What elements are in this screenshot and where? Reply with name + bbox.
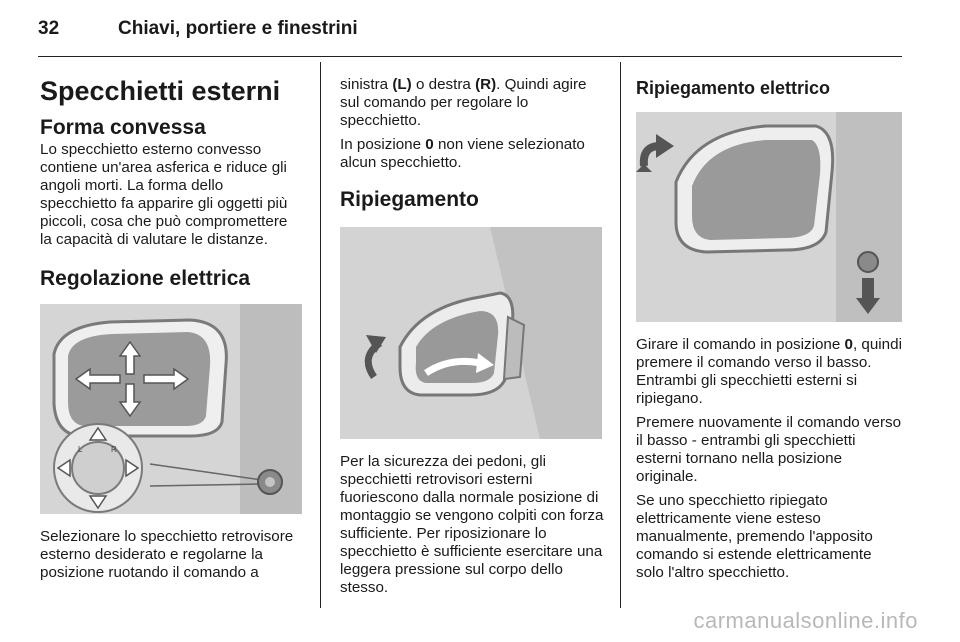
watermark: carmanualsonline.info xyxy=(693,608,918,633)
page-header xyxy=(38,18,910,48)
main-title: Specchietti esterni xyxy=(40,76,281,106)
column-2 xyxy=(340,76,604,603)
column-divider xyxy=(320,62,321,608)
switch-label-left: L xyxy=(78,445,83,454)
zero-position-text: In posizione 0 non viene selezionato alcun specchietto. xyxy=(340,136,585,171)
mirror-fold-figure xyxy=(340,227,602,439)
selection-text: sinistra (L) o destra (R). Quindi agire sul comando per regolare lo specchietto. xyxy=(340,76,587,129)
folding-text: Per la sicurezza dei pedoni, gli specchietti retrovisori esterni fuoriescono dalla normale posizione di montaggio se vengono colpiti con forza sufficiente. Per riposizionare lo specchietto è sufficiente esercitare una leggera pressione sul corpo dello stesso. xyxy=(340,453,604,596)
mirror-fold-arrow-icon xyxy=(340,227,602,439)
page-number: 32 xyxy=(38,18,60,39)
column-3 xyxy=(636,76,902,588)
key-right: (R) xyxy=(475,76,497,93)
chapter-title: Chiavi, portiere e finestrini xyxy=(118,18,358,39)
push-down-arrow-icon xyxy=(636,112,902,322)
column-divider xyxy=(620,62,621,608)
convex-text: Lo specchietto esterno convesso contiene un'area asferica e riduce gli angoli morti. La forma dello specchietto fa apparire gli oggetti più piccoli, cosa che può compromettere la capacità di valutare le distanze. xyxy=(40,141,288,248)
key-left: (L) xyxy=(392,76,412,93)
section-title-electric: Regolazione elettrica xyxy=(40,267,251,290)
key-zero: 0 xyxy=(425,136,434,153)
electric-fold-text-2: Premere nuovamente il comando verso il basso - entrambi gli specchietti esterni tornano nella posizione originale. xyxy=(636,414,902,485)
electric-caption: Selezionare lo specchietto retrovisore esterno desiderato e regolarne la posizione ruotando il comando a xyxy=(40,528,294,581)
electric-fold-figure xyxy=(636,112,902,322)
electric-fold-text-1: Girare il comando in posizione 0, quindi premere il comando verso il basso. Entrambi gli specchietti esterni si ripiegano. xyxy=(636,336,902,407)
section-title-electric-folding: Ripiegamento elettrico xyxy=(636,78,831,98)
switch-label-right: R xyxy=(111,445,117,454)
mirror-adjust-arrows-icon xyxy=(40,304,302,514)
column-1 xyxy=(40,70,302,588)
key-zero-col3: 0 xyxy=(844,336,853,353)
mirror-adjust-figure xyxy=(40,304,302,514)
electric-fold-text-3: Se uno specchietto ripiegato elettricamente viene esteso manualmente, premendo l'apposito comando si estende elettricamente solo l'altro specchietto. xyxy=(636,492,873,581)
header-rule xyxy=(38,56,902,57)
section-title-folding: Ripiegamento xyxy=(340,188,479,211)
section-title-convex: Forma convessa xyxy=(40,116,206,139)
